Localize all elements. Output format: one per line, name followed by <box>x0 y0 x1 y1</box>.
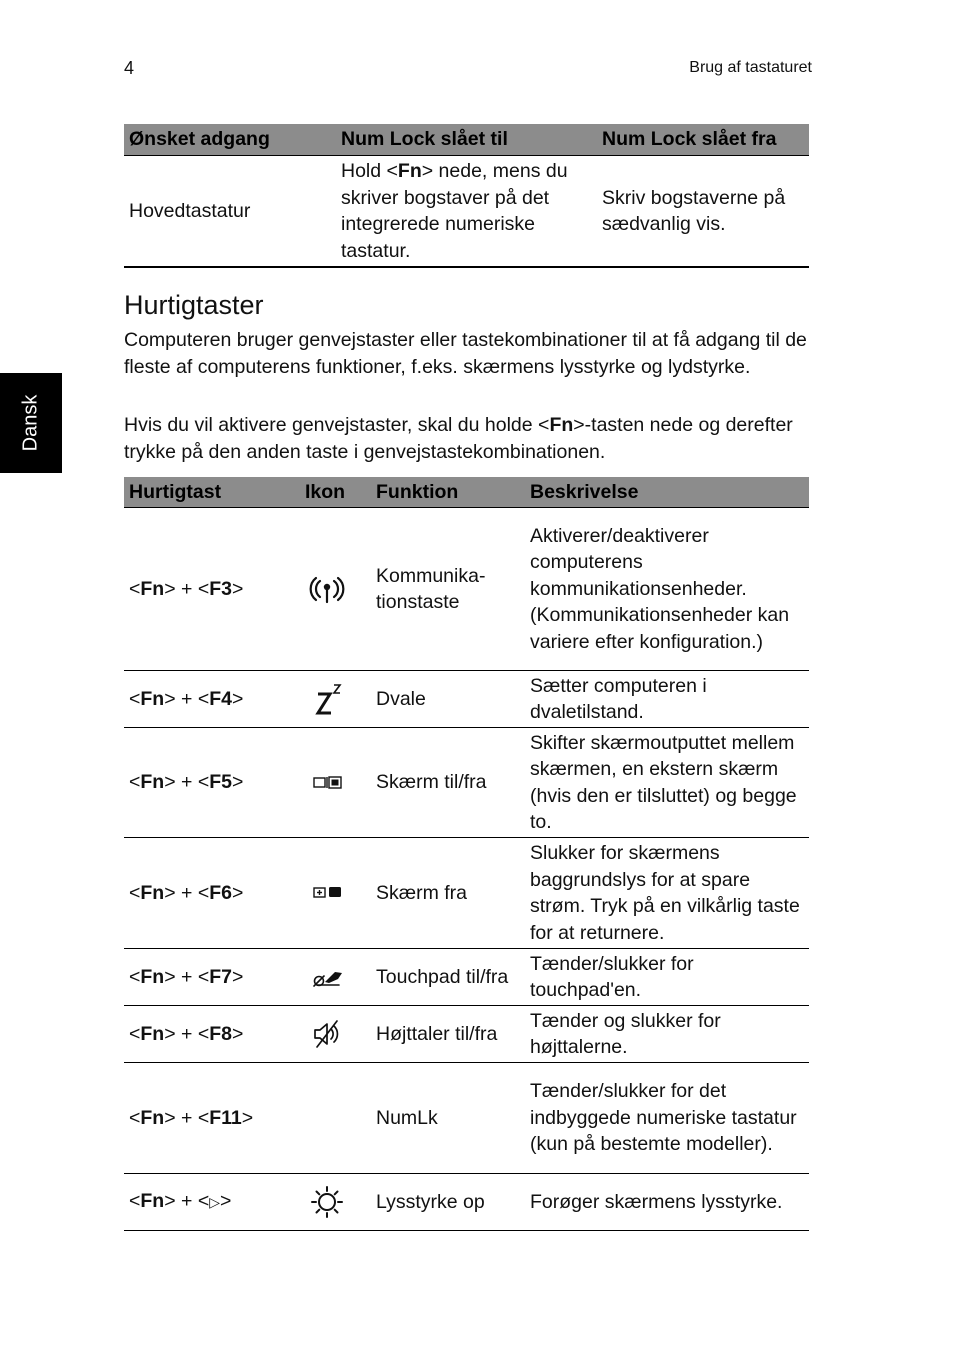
fn-key: Fn <box>549 414 574 436</box>
icon-cell <box>300 728 371 838</box>
column-header: Num Lock slået til <box>336 124 597 156</box>
hotkey-cell: <Fn> + <F4> <box>124 671 300 728</box>
description-cell: Forøger skærmens lysstyrke. <box>525 1174 809 1231</box>
function-key: F8 <box>209 1022 232 1045</box>
hotkey-cell: <Fn> + <F7> <box>124 949 300 1006</box>
function-cell: Skærm til/fra <box>371 728 525 838</box>
function-cell: Højttaler til/fra <box>371 1006 525 1063</box>
fn-key: Fn <box>140 1106 165 1129</box>
column-header: Funktion <box>371 477 525 508</box>
text: Hvis du vil aktivere genvejstaster, skal du holde < <box>124 414 550 436</box>
sleep-icon <box>305 682 349 716</box>
function-cell: Kommunika-tionstaste <box>371 508 525 671</box>
text: >-tasten nede og derefter trykke på den anden taste i genvejstastekombinationen. <box>124 414 793 463</box>
function-cell: Touchpad til/fra <box>371 949 525 1006</box>
function-cell: Lysstyrke op <box>371 1174 525 1231</box>
language-tab <box>0 373 62 473</box>
speaker-mute-icon <box>305 1017 349 1051</box>
hotkey-cell: <Fn> + <▷> <box>124 1174 300 1231</box>
fn-key: Fn <box>140 577 165 600</box>
description-cell: Slukker for skærmens baggrundslys for at spare strøm. Tryk på en vilkårlig taste for at returnere. <box>525 838 809 949</box>
fn-key: Fn <box>397 160 422 182</box>
numlock-table <box>124 124 809 268</box>
description-cell: Aktiverer/deaktiverer computerens kommunikationsenheder. (Kommunikationsenheder kan variere efter konfiguration.) <box>525 508 809 671</box>
function-key: F3 <box>209 577 232 600</box>
language-tab-label: Dansk <box>19 394 42 452</box>
function-cell: NumLk <box>371 1063 525 1174</box>
hotkey-cell: <Fn> + <F5> <box>124 728 300 838</box>
function-cell: Skærm fra <box>371 838 525 949</box>
display-off-icon <box>305 876 349 910</box>
function-key: F11 <box>209 1106 242 1129</box>
fn-key: Fn <box>140 1190 165 1213</box>
table-row <box>124 728 809 838</box>
brightness-up-icon <box>305 1185 349 1219</box>
running-title: Brug af tastaturet <box>689 59 812 76</box>
text: > nede, mens du skriver bogstaver på det integrerede numeriske tastatur. <box>341 160 568 262</box>
intro-paragraph: Computeren bruger genvejstaster eller tastekombinationer til at få adgang til de fleste af computerens funktioner, f.eks. skærmens lysstyrke og lydstyrke. <box>124 329 807 378</box>
fn-key: Fn <box>140 1022 165 1045</box>
icon-cell <box>300 671 371 728</box>
table-row <box>124 838 809 949</box>
column-header: Ikon <box>300 477 371 508</box>
column-header: Hurtigtast <box>124 477 300 508</box>
icon-cell <box>300 949 371 1006</box>
icon-cell <box>300 1174 371 1231</box>
description-cell: Sætter computeren i dvaletilstand. <box>525 671 809 728</box>
table-row <box>124 671 809 728</box>
column-header: Beskrivelse <box>525 477 809 508</box>
touchpad-icon <box>305 960 349 994</box>
arrow-key: ▷ <box>209 1194 220 1211</box>
icon-cell <box>300 838 371 949</box>
table-row <box>124 508 809 671</box>
text: Hold < <box>341 160 398 182</box>
numlock-table-header <box>124 124 809 156</box>
display-toggle-icon <box>305 766 349 800</box>
numlock-off-cell: Skriv bogstaverne på sædvanlig vis. <box>597 156 809 268</box>
hotkey-cell: <Fn> + <F8> <box>124 1006 300 1063</box>
hotkey-table-header <box>124 477 809 508</box>
fn-key: Fn <box>140 771 165 794</box>
description-cell: Tænder og slukker for højttalerne. <box>525 1006 809 1063</box>
section-title: Hurtigtaster <box>124 290 264 320</box>
numlock-on-cell <box>336 156 597 268</box>
icon-cell <box>300 508 371 671</box>
function-key: F7 <box>209 965 232 988</box>
access-cell: Hovedtastatur <box>124 156 336 268</box>
description-cell: Skifter skærmoutputtet mellem skærmen, en ekstern skærm (hvis den er tilsluttet) og begge to. <box>525 728 809 838</box>
table-row <box>124 1063 809 1174</box>
table-row <box>124 1006 809 1063</box>
table-row <box>124 949 809 1006</box>
hotkey-cell: <Fn> + <F6> <box>124 838 300 949</box>
column-header: Num Lock slået fra <box>597 124 809 156</box>
function-key: F5 <box>209 771 232 794</box>
hotkey-cell: <Fn> + <F11> <box>124 1063 300 1174</box>
icon-cell <box>300 1063 371 1174</box>
fn-key: Fn <box>140 881 165 904</box>
wireless-icon <box>305 572 349 606</box>
icon-cell <box>300 1006 371 1063</box>
fn-key: Fn <box>140 687 165 710</box>
table-row <box>124 156 809 268</box>
column-header: Ønsket adgang <box>124 124 336 156</box>
fn-key: Fn <box>140 965 165 988</box>
page-number: 4 <box>124 58 135 78</box>
hotkey-table <box>124 477 809 1231</box>
instruction-paragraph <box>124 412 814 465</box>
description-cell: Tænder/slukker for det indbyggede numeriske tastatur (kun på bestemte modeller). <box>525 1063 809 1174</box>
table-row <box>124 1174 809 1231</box>
description-cell: Tænder/slukker for touchpad'en. <box>525 949 809 1006</box>
function-key: F4 <box>209 687 232 710</box>
function-cell: Dvale <box>371 671 525 728</box>
function-key: F6 <box>209 881 232 904</box>
hotkey-cell: <Fn> + <F3> <box>124 508 300 671</box>
